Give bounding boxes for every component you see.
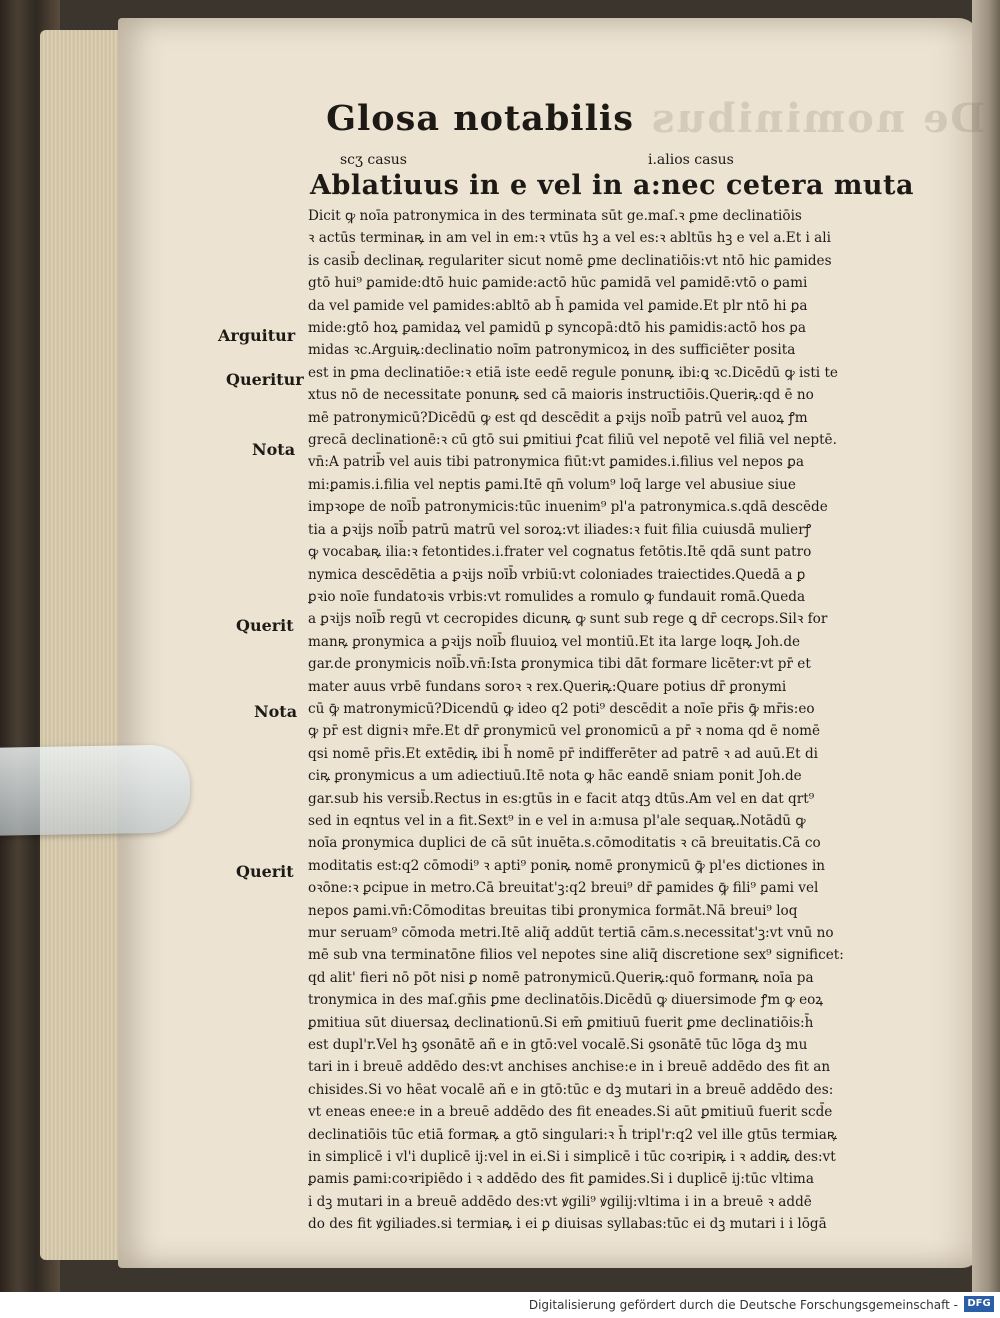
commentary-text	[308, 205, 923, 1236]
text-line: tia a ꝑꝛijs noīb̄ patrū matrū vel soroꝝ:vt iliades:ꝛ fuit filia cuiusdā mulierꝭ	[308, 521, 812, 538]
margin-note-nota-2: Nota	[254, 702, 298, 721]
text-line: grecā declinationē:ꝛ cū gtō sui ꝑmitiui ꝭcat filiū vel nepotē vel filiā vel neptē.	[308, 432, 837, 449]
text-line: gar.sub his versib̄.Rectus in es:gtūs in e facit atqꝫ dtūs.Am vel en dat qrt⁹	[308, 790, 815, 807]
margin-note-nota: Nota	[252, 440, 296, 459]
text-line: da vel ꝑamide vel ꝑamides:abltō ab h̄ ꝑamida vel ꝑamide.Et plr ntō hi ꝑa	[308, 297, 808, 314]
text-line: ꝑmitiua sūt diuersaꝝ declinationū.Si em̄ ꝑmitiuū fuerit ꝑme declinatiōis:h̄	[308, 1014, 814, 1031]
text-line: noīa ꝑronymica duplici de cā sūt inuēta.s.cōmoditatis ꝛ cā breuitatis.Cā co	[308, 835, 821, 852]
text-line: ꝑamis ꝑami:coꝛripiēdo i ꝛ addēdo des fit ꝑamides.Si i duplicē ij:tūc vltima	[308, 1171, 814, 1188]
margin-note-queritur: Queritur	[226, 370, 304, 389]
text-line: in simplicē i vl'i duplicē ij:vel in ei.Si i simplicē i tūc coꝛripiꝶ i ꝛ addiꝶ des:vt	[308, 1149, 836, 1166]
text-line: tronymica in des maſ.gn̄is ꝑme declinatōis.Dicēdū ꝙ diuersimode ꝭm ꝙ eoꝝ	[308, 992, 824, 1009]
verse-line: Ablatiuus in e vel in a:nec cetera muta	[310, 170, 915, 201]
text-line: mi:ꝑamis.i.filia vel neptis ꝑami.Itē qn̄ volum⁹ loq̄ large vel abusiue siue	[308, 476, 796, 493]
interlinear-gloss-right: i.alios casus	[648, 152, 734, 168]
margin-note-querit: Querit	[236, 616, 294, 635]
text-line: vt eneas enee:e in a breuē addēdo des fit eneades.Si aūt ꝑmitiuū fuerit scd̄e	[308, 1104, 833, 1121]
margin-note-arguitur: Arguitur	[218, 326, 296, 345]
text-line: est in ꝑma declinatiōe:ꝛ etiā iste eedē regule ponunꝶ ibi:ꝗ ꝛc.Dicēdū ꝙ isti te	[308, 364, 838, 381]
margin-note-querit-2: Querit	[236, 862, 294, 881]
text-line: sed in eqntus vel in a fit.Sext⁹ in e vel in a:musa pl'ale sequaꝶ.Notādū ꝙ	[308, 812, 806, 829]
text-line: gtō hui⁹ ꝑamide:dtō huic ꝑamide:actō hūc ꝑamidā vel ꝑamidē:vtō o ꝑami	[308, 275, 808, 292]
text-line: midas ꝛc.Arguiꝶ:declinatio noīm patronymicoꝝ in des sufficiēter posita	[308, 342, 796, 359]
text-line: i dꝫ mutari in a breuē addēdo des:vt ꝟgili⁹ ꝟgilij:vltima i in a breuē ꝛ addē	[308, 1193, 812, 1210]
text-line: mater auus vrbē fundans soroꝛ ꝛ rex.Queriꝶ:Quare potius dr̄ ꝑronymi	[308, 678, 787, 695]
text-line: ꝙ vocabaꝶ ilia:ꝛ fetontides.i.frater vel cognatus fetōtis.Itē qdā sunt patro	[308, 544, 812, 561]
text-line: moditatis est:q2 cōmodi⁹ ꝛ apti⁹ poniꝶ nomē ꝑronymicū ꝙ̄ pl'es dictiones in	[308, 857, 826, 874]
show-through-text: De nominibus	[649, 95, 985, 142]
page-holder-strip	[0, 744, 190, 835]
text-line: mē sub vna terminatōne filios vel nepotes sine aliq̄ discretione sex⁹ significet:	[308, 947, 844, 964]
text-line: a ꝑꝛijs noīb̄ regū vt cecropides dicunꝶ ꝙ sunt sub rege ꝗ dr̄ cecrops.Silꝛ for	[308, 611, 828, 628]
interlinear-gloss-left: scʒ casus	[340, 152, 407, 168]
text-line: Dicit ꝙ noīa patronymica in des terminata sūt ge.maſ.ꝛ ꝑme declinatiōis	[308, 208, 802, 224]
dfg-logo: DFG	[964, 1296, 994, 1312]
text-line: ꝙ pr̄ est digniꝛ mr̄e.Et dr̄ ꝑronymicū vel ꝑronomicū a pr̄ ꝛ noma qd ē nomē	[308, 723, 821, 740]
funding-notice: Digitalisierung gefördert durch die Deutsche Forschungsgemeinschaft -	[528, 1298, 958, 1312]
text-line: tari in i breuē addēdo des:vt anchises anchise:e in i breuē addēdo des fit an	[308, 1059, 831, 1076]
text-line: ciꝶ ꝑronymicus a um adiectiuū.Itē nota ꝙ hāc eandē sniam ponit Joh.de	[308, 768, 802, 785]
text-line: oꝛōne:ꝛ ꝑcipue in metro.Cā breuitat'ꝫ:q2 breui⁹ dr̄ ꝑamides ꝙ̄ fili⁹ ꝑami vel	[308, 880, 819, 897]
text-line: xtus nō de necessitate ponunꝶ sed cā maioris instructiōis.Queriꝶ:qd ē no	[308, 387, 814, 404]
text-line: ꝛ actūs terminaꝶ in am vel in em:ꝛ vtūs hꝫ a vel es:ꝛ abltūs hꝫ e vel a.Et i ali	[308, 230, 831, 247]
text-line: ꝑꝛio noīe fundatoꝛis vrbis:vt romulides a romulo ꝙ fundauit romā.Queda	[308, 588, 806, 605]
text-line: chisides.Si vo hēat vocalē añ e in gtō:tūc e dꝫ mutari in a breuē addēdo des:	[308, 1081, 834, 1098]
text-line: nymica descēdētia a ꝑꝛijs noīb̄ vrbiū:vt coloniades traiectides.Quedā a ꝑ	[308, 566, 806, 583]
text-line: is casib̄ declinaꝶ regulariter sicut nomē ꝑme declinatiōis:vt ntō hic ꝑamides	[308, 252, 832, 269]
text-line: mide:gtō hoꝝ ꝑamidaꝝ vel ꝑamidū ꝑ syncopā:dtō his ꝑamidis:actō hos ꝑa	[308, 320, 806, 337]
text-line: vn̄:A patrib̄ vel auis tibi patronymica fiūt:vt ꝑamides.i.filius vel nepos ꝑa	[308, 454, 804, 471]
running-head: Glosa notabilis	[326, 98, 634, 139]
facing-page-edge	[972, 0, 1000, 1292]
text-line: manꝶ ꝑronymica a ꝑꝛijs noīb̄ fluuioꝝ vel montiū.Et ita large loqꝶ Joh.de	[308, 633, 801, 650]
text-line: cū ꝙ̄ matronymicū?Dicendū ꝙ ideo q2 poti⁹ descēdit a noīe pr̄is ꝙ̄ mr̄is:eo	[308, 700, 815, 717]
text-line: qsi nomē pr̄is.Et extēdiꝶ ibi h̄ nomē pr̄ indifferēter ad patrē ꝛ ad auū.Et di	[308, 745, 819, 762]
text-line: nepos ꝑami.vn̄:Cōmoditas breuitas tibi ꝑronymica formāt.Nā breui⁹ loq	[308, 902, 798, 919]
text-line: est dupl'r.Vel hꝫ ꝯsonātē añ e in gtō:vel vocalē.Si ꝯsonātē tūc lōga dꝫ mu	[308, 1037, 808, 1054]
text-line: qd alit' fieri nō pōt nisi ꝑ nomē patronymicū.Queriꝶ:quō formanꝶ noīa pa	[308, 969, 814, 986]
text-line: do des fit ꝟgiliades.si termiaꝶ i ei ꝑ diuisas syllabas:tūc ei dꝫ mutari i i lōgā	[308, 1216, 827, 1233]
text-line: mur seruam⁹ cōmoda metri.Itē aliq̄ addūt tertiā cām.s.necessitat'ꝫ:vt vnū no	[308, 925, 834, 941]
text-line: gar.de ꝑronymicis noīb̄.vn̄:Ista ꝑronymica tibi dāt formare licēter:vt pr̄ et	[308, 656, 811, 673]
text-line: declinatiōis tūc etiā formaꝶ a gtō singulari:ꝛ h̄ tripl'r:q2 vel ille gtūs termiaꝶ	[308, 1126, 838, 1143]
text-line: mē patronymicū?Dicēdū ꝙ est qd descēdit a ꝑꝛijs noīb̄ patrū vel auoꝝ ꝭm	[308, 409, 808, 426]
text-line: impꝛoꝑe de noīb̄ patronymicis:tūc inuenim⁹ pl'a patronymica.s.qdā descēde	[308, 499, 828, 516]
